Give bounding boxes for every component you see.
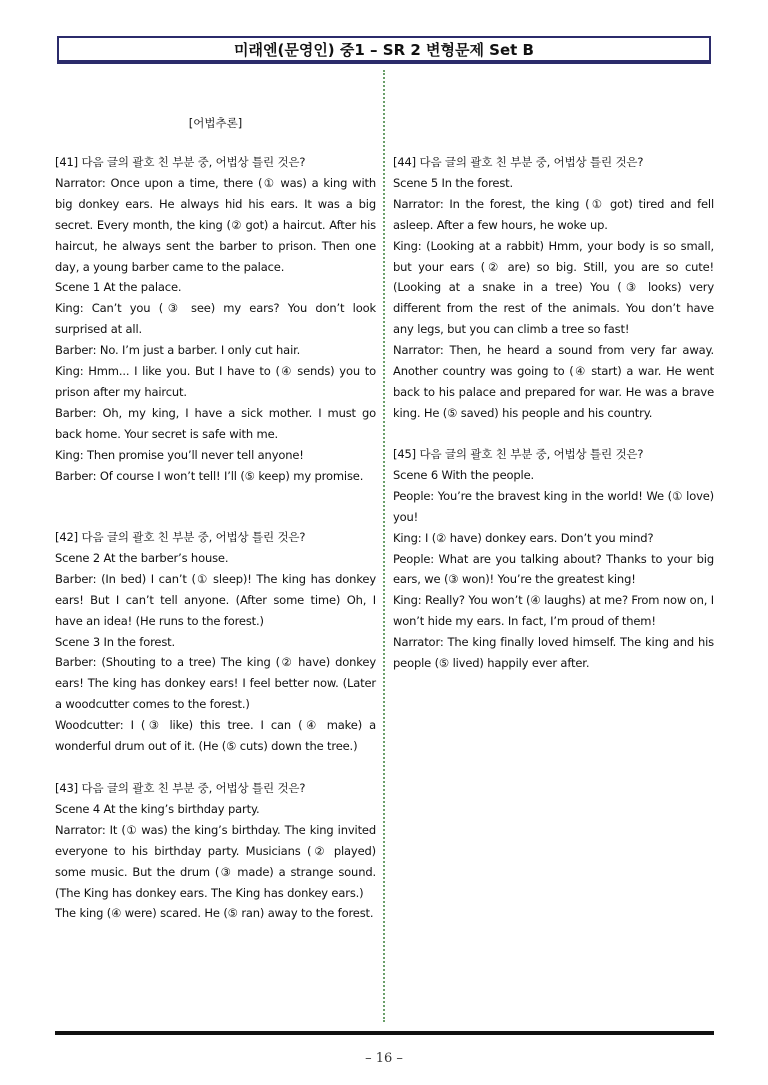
- question-title: [42] 다음 글의 괄호 친 부분 중, 어법상 틀린 것은?: [55, 530, 306, 544]
- question-43: [55, 778, 376, 924]
- question-paragraph: Scene 1 At the palace.: [55, 280, 182, 295]
- question-41: [55, 152, 376, 487]
- question-paragraph: King: (Looking at a rabbit) Hmm, your body is so small, but your ears (② are) so big. Still, you are so cute! (Looking at a snake in a tree) You (③ looks) very different from the rest of the animals. You don’t have any legs, but you can climb a tree so fast!: [393, 238, 714, 337]
- question-paragraph: Barber: (In bed) I can’t (① sleep)! The king has donkey ears! But I can’t tell anyone. (After some time) Oh, I have an idea! (He runs to the forest.): [55, 571, 376, 628]
- question-paragraph: Narrator: It (① was) the king’s birthday. The king invited everyone to his birthday party. Musicians (② played) some music. But the drum (③ made) a strange sound. (The King has donkey ears. The King has donkey ears.): [55, 822, 376, 900]
- question-paragraph: Narrator: Once upon a time, there (① was) a king with big donkey ears. He always hid his ears. It was a big secret. Every month, the king (② got) a haircut. After his haircut, he always sent the barber to prison. Then one day, a young barber came to the palace.: [55, 175, 376, 274]
- section-label: [어법추론]: [188, 116, 243, 130]
- document-header: [57, 36, 711, 64]
- question-paragraph: People: What are you talking about? Thanks to your big ears, we (③ won)! You’re the greatest king!: [393, 551, 714, 587]
- question-paragraph: Barber: Of course I won’t tell! I’ll (⑤ keep) my promise.: [55, 468, 364, 483]
- question-paragraph: The king (④ were) scared. He (⑤ ran) away to the forest.: [55, 906, 374, 921]
- document-title: 미래엔(문영인) 중1 – SR 2 변형문제 Set B: [234, 40, 534, 59]
- question-44: [393, 152, 714, 424]
- question-paragraph: Barber: Oh, my king, I have a sick mother. I must go back home. Your secret is safe with me.: [55, 405, 376, 441]
- question-paragraph: People: You’re the bravest king in the world! We (① love) you!: [393, 488, 714, 524]
- question-paragraph: Narrator: In the forest, the king (① got) tired and fell asleep. After a few hours, he woke up.: [393, 196, 714, 232]
- question-title: [43] 다음 글의 괄호 친 부분 중, 어법상 틀린 것은?: [55, 781, 306, 795]
- question-title: [41] 다음 글의 괄호 친 부분 중, 어법상 틀린 것은?: [55, 155, 306, 169]
- column-divider: [383, 70, 385, 1022]
- question-42: [55, 527, 376, 757]
- question-paragraph: King: Can’t you (③ see) my ears? You don’t look surprised at all.: [55, 301, 376, 337]
- page-number: – 16 –: [365, 1051, 403, 1066]
- question-paragraph: King: Then promise you’ll never tell anyone!: [55, 447, 304, 462]
- question-paragraph: Scene 3 In the forest.: [55, 634, 176, 649]
- question-paragraph: Barber: No. I’m just a barber. I only cut hair.: [55, 343, 301, 358]
- question-paragraph: Woodcutter: I (③ like) this tree. I can (④ make) a wonderful drum out of it. (He (⑤ cuts) down the tree.): [55, 718, 376, 754]
- footer-rule: [55, 1031, 714, 1035]
- question-paragraph: King: Really? You won’t (④ laughs) at me? From now on, I won’t hide my ears. In fact, I’m proud of them!: [393, 593, 714, 629]
- question-paragraph: Narrator: Then, he heard a sound from very far away. Another country was going to (④ start) a war. He went back to his palace and prepared for war. He was a brave king. He (⑤ saved) his people and his country.: [393, 343, 714, 420]
- question-paragraph: Scene 2 At the barber’s house.: [55, 550, 229, 565]
- question-paragraph: Narrator: The king finally loved himself. The king and his people (⑤ lived) happily ever after.: [393, 635, 714, 671]
- question-paragraph: Scene 4 At the king’s birthday party.: [55, 801, 260, 816]
- question-paragraph: Barber: (Shouting to a tree) The king (② have) donkey ears! The king has donkey ears! I feel better now. (Later a woodcutter comes to the forest.): [55, 655, 376, 712]
- question-paragraph: King: Hmm... I like you. But I have to (④ sends) you to prison after my haircut.: [55, 364, 376, 399]
- question-paragraph: Scene 5 In the forest.: [393, 175, 514, 190]
- question-title: [45] 다음 글의 괄호 친 부분 중, 어법상 틀린 것은?: [393, 447, 644, 461]
- question-paragraph: Scene 6 With the people.: [393, 467, 535, 482]
- question-title: [44] 다음 글의 괄호 친 부분 중, 어법상 틀린 것은?: [393, 155, 644, 169]
- question-paragraph: King: I (② have) donkey ears. Don’t you mind?: [393, 530, 654, 545]
- question-45: [393, 444, 714, 674]
